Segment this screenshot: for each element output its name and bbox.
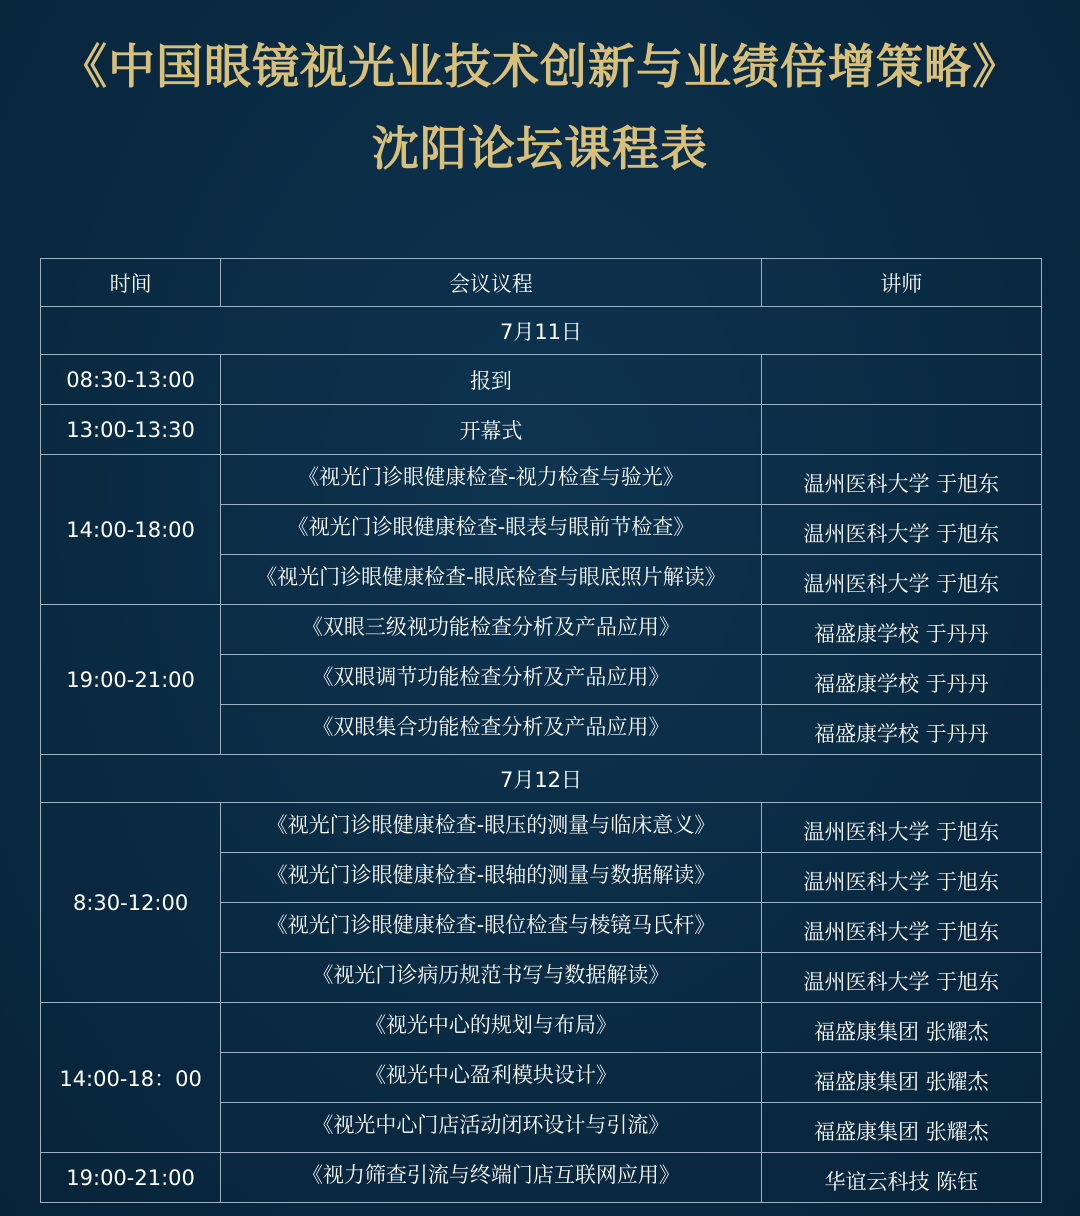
page-subtitle: 沈阳论坛课程表 [372,122,708,177]
time-cell: 19:00-21:00 [41,1153,221,1203]
lecturer-cell: 温州医科大学 于旭东 [761,953,1041,1003]
time-cell: 14:00-18：00 [41,1003,221,1153]
header-lecturer: 讲师 [761,259,1041,307]
table-row [41,1003,1042,1053]
date-cell: 7月12日 [41,755,1042,803]
date-row [41,755,1042,803]
lecturer-cell: 温州医科大学 于旭东 [761,505,1041,555]
table-row [41,605,1042,655]
agenda-cell: 《视光中心门店活动闭环设计与引流》 [221,1103,762,1153]
time-cell: 19:00-21:00 [41,605,221,755]
agenda-cell: 《视光中心盈利模块设计》 [221,1053,762,1103]
agenda-cell: 《视光门诊病历规范书写与数据解读》 [221,953,762,1003]
header-agenda: 会议议程 [221,259,762,307]
lecturer-cell: 福盛康集团 张耀杰 [761,1003,1041,1053]
table-row [41,803,1042,853]
lecturer-cell: 温州医科大学 于旭东 [761,903,1041,953]
page-title: 《中国眼镜视光业技术创新与业绩倍增策略》 [60,40,1020,95]
table-row [41,355,1042,405]
date-cell: 7月11日 [41,307,1042,355]
lecturer-cell: 温州医科大学 于旭东 [761,853,1041,903]
agenda-cell: 《双眼调节功能检查分析及产品应用》 [221,655,762,705]
agenda-cell: 《视光门诊眼健康检查-眼表与眼前节检查》 [221,505,762,555]
agenda-cell: 《双眼三级视功能检查分析及产品应用》 [221,605,762,655]
lecturer-cell: 福盛康学校 于丹丹 [761,655,1041,705]
lecturer-cell: 福盛康集团 张耀杰 [761,1053,1041,1103]
agenda-cell: 报到 [221,355,762,405]
agenda-cell: 《视光门诊眼健康检查-眼位检查与棱镜马氏杆》 [221,903,762,953]
table-row [41,405,1042,455]
lecturer-cell: 福盛康集团 张耀杰 [761,1103,1041,1153]
lecturer-cell [761,405,1041,455]
table-row [41,455,1042,505]
agenda-cell: 《双眼集合功能检查分析及产品应用》 [221,705,762,755]
agenda-cell: 《视光门诊眼健康检查-眼压的测量与临床意义》 [221,803,762,853]
agenda-cell: 《视光门诊眼健康检查-眼底检查与眼底照片解读》 [221,555,762,605]
table-header-row [41,259,1042,307]
lecturer-cell: 福盛康学校 于丹丹 [761,605,1041,655]
lecturer-cell: 福盛康学校 于丹丹 [761,705,1041,755]
lecturer-cell: 温州医科大学 于旭东 [761,555,1041,605]
time-cell: 13:00-13:30 [41,405,221,455]
time-cell: 8:30-12:00 [41,803,221,1003]
time-cell: 08:30-13:00 [41,355,221,405]
agenda-cell: 开幕式 [221,405,762,455]
agenda-cell: 《视力筛查引流与终端门店互联网应用》 [221,1153,762,1203]
time-cell: 14:00-18:00 [41,455,221,605]
table-row [41,1153,1042,1203]
lecturer-cell: 华谊云科技 陈钰 [761,1153,1041,1203]
lecturer-cell [761,355,1041,405]
date-row [41,307,1042,355]
agenda-cell: 《视光门诊眼健康检查-视力检查与验光》 [221,455,762,505]
lecturer-cell: 温州医科大学 于旭东 [761,803,1041,853]
agenda-cell: 《视光门诊眼健康检查-眼轴的测量与数据解读》 [221,853,762,903]
header-time: 时间 [41,259,221,307]
lecturer-cell: 温州医科大学 于旭东 [761,455,1041,505]
agenda-cell: 《视光中心的规划与布局》 [221,1003,762,1053]
schedule-table [40,258,1042,1203]
